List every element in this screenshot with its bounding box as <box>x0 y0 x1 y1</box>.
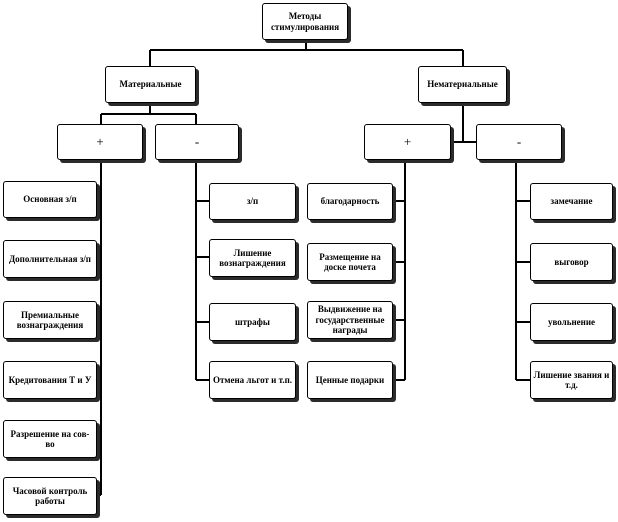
material-minus-item: Отмена льгот и т.п. <box>209 361 296 399</box>
material-plus-item: Основная з/п <box>3 181 97 218</box>
material-plus-item: Часовой контроль работы <box>3 477 97 515</box>
nonmaterial-minus-item: замечание <box>530 183 613 220</box>
nonmaterial-plus-item: Размещение на доске почета <box>307 243 393 281</box>
nonmaterial-minus-node: - <box>476 124 562 160</box>
nonmaterial-node: Нематериальные <box>418 66 507 103</box>
nonmaterial-plus-node: + <box>364 124 451 160</box>
material-plus-item: Разрешение на сов-во <box>3 420 97 458</box>
material-minus-item: Лишение вознаграждения <box>209 239 296 277</box>
material-minus-node: - <box>155 124 239 160</box>
nonmaterial-plus-item: Ценные подарки <box>307 361 393 399</box>
material-plus-item: Дополнительная з/п <box>3 240 97 278</box>
nonmaterial-plus-item: благодарность <box>307 183 393 220</box>
material-plus-node: + <box>57 124 143 160</box>
material-minus-item: з/п <box>209 183 296 220</box>
material-node: Материальные <box>105 66 196 103</box>
nonmaterial-plus-item: Выдвижение на государственные награды <box>307 301 393 339</box>
root-node: Методы стимулирования <box>262 3 348 40</box>
nonmaterial-minus-item: выговор <box>530 243 613 281</box>
material-minus-item: штрафы <box>209 303 296 341</box>
nonmaterial-minus-item: увольнение <box>530 303 613 341</box>
nonmaterial-minus-item: Лишение звания и т.д. <box>530 361 613 399</box>
material-plus-item: Кредитования Т и У <box>3 361 97 399</box>
material-plus-item: Премиальные вознаграждения <box>3 301 97 339</box>
